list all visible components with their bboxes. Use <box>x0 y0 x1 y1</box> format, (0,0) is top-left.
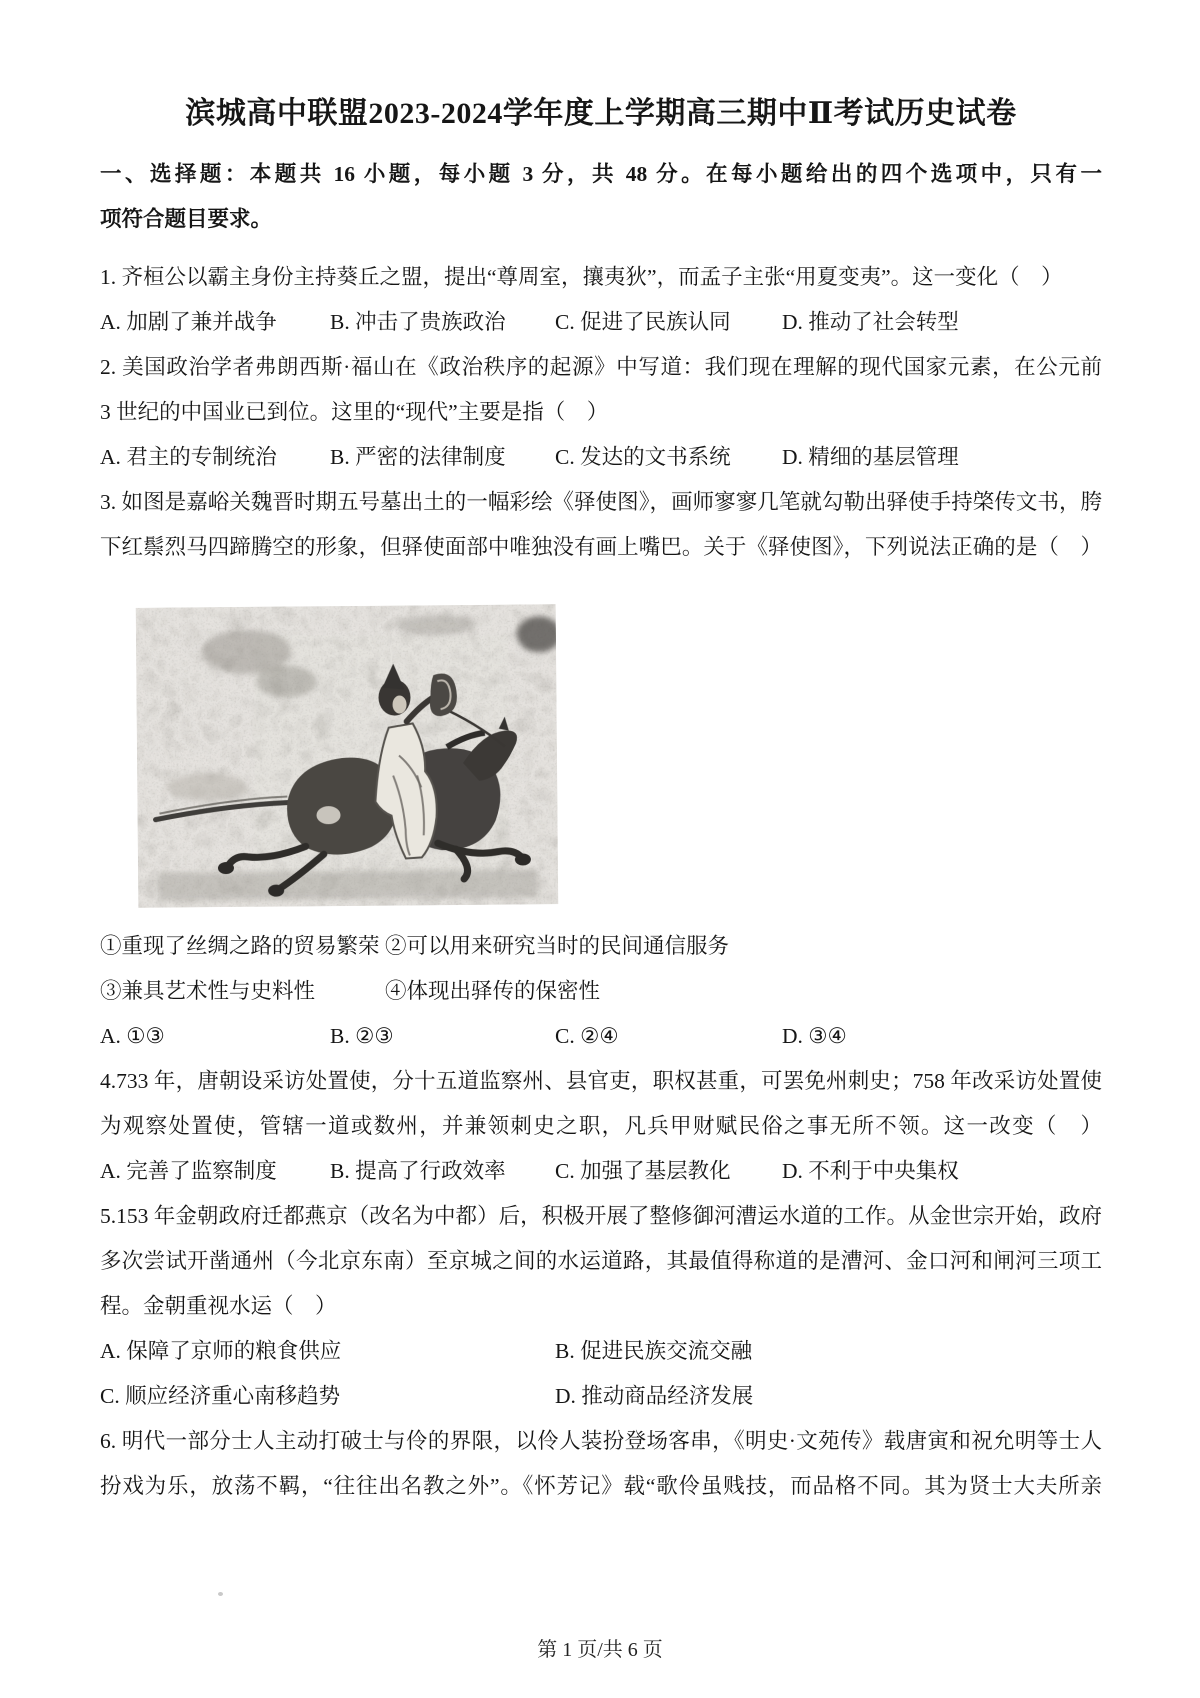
question-5-text-line1: 5.153 年金朝政府迁都燕京（改名为中都）后，积极开展了整修御河漕运水道的工作。从金世宗开始，政府 <box>100 1204 1102 1228</box>
q1-option-d: D. 推动了社会转型 <box>782 310 959 334</box>
question-1-options <box>100 300 1102 345</box>
q2-option-b: B. 严密的法律制度 <box>330 445 506 469</box>
question-2-text-line1: 2. 美国政治学者弗朗西斯·福山在《政治秩序的起源》中写道：我们现在理解的现代国家元素，在公元前 <box>100 355 1102 379</box>
q4-option-c: C. 加强了基层教化 <box>555 1159 731 1183</box>
question-5-text-line2: 多次尝试开凿通州（今北京东南）至京城之间的水运道路，其最值得称道的是漕河、金口河和闸河三项工 <box>100 1249 1102 1273</box>
question-6-text-line1: 6. 明代一部分士人主动打破士与伶的界限，以伶人装扮登场客串，《明史·文苑传》载唐寅和祝允明等士人 <box>100 1429 1102 1453</box>
question-1-text: 1. 齐桓公以霸主身份主持葵丘之盟，提出“尊周室，攘夷狄”，而孟子主张“用夏变夷”。这一变化（ ） <box>100 265 1063 289</box>
question-2-options <box>100 435 1102 480</box>
q5-option-a: A. 保障了京师的粮食供应 <box>100 1339 342 1363</box>
question-3-substatements-row2 <box>100 969 1102 1014</box>
q4-option-a: A. 完善了监察制度 <box>100 1159 277 1183</box>
q3-statement-1: ①重现了丝绸之路的贸易繁荣 <box>100 934 380 958</box>
question-5-text-line3: 程。金朝重视水运（ ） <box>100 1294 337 1318</box>
q3-option-a: A. ①③ <box>100 1024 165 1048</box>
page-number: 第 1 页/共 6 页 <box>537 1639 663 1661</box>
q3-statement-2: ②可以用来研究当时的民间通信服务 <box>385 934 730 958</box>
question-3-text-line1: 3. 如图是嘉峪关魏晋时期五号墓出土的一幅彩绘《驿使图》，画师寥寥几笔就勾勒出驿使手持棨传文书，胯 <box>100 490 1102 514</box>
question-5-options-row1 <box>100 1329 1102 1374</box>
q3-option-d: D. ③④ <box>782 1024 847 1048</box>
q5-option-d: D. 推动商品经济发展 <box>555 1384 754 1408</box>
question-4-text-line2: 为观察处置使，管辖一道或数州，并兼领刺史之职，凡兵甲财赋民俗之事无所不领。这一改变（ ） <box>100 1114 1102 1138</box>
q4-option-d: D. 不利于中央集权 <box>782 1159 959 1183</box>
page-title: 滨城高中联盟2023-2024学年度上学期高三期中Ⅱ考试历史试卷 <box>185 97 1017 130</box>
courier-painting-figure <box>136 604 559 908</box>
scan-artifact-dot <box>218 1592 223 1596</box>
q5-option-b: B. 促进民族交流交融 <box>555 1339 753 1363</box>
q2-option-c: C. 发达的文书系统 <box>555 445 731 469</box>
page-content <box>100 90 1102 1509</box>
question-6-text-line2: 扮戏为乐，放荡不羁，“往往出名教之外”。《怀芳记》载“歌伶虽贱技，而品格不同。其为贤士大夫所亲 <box>100 1474 1102 1498</box>
q2-option-d: D. 精细的基层管理 <box>782 445 959 469</box>
q4-option-b: B. 提高了行政效率 <box>330 1159 506 1183</box>
question-3-text-line2: 下红鬃烈马四蹄腾空的形象，但驿使面部中唯独没有画上嘴巴。关于《驿使图》，下列说法正确的是（ ） <box>100 535 1102 559</box>
q1-option-c: C. 促进了民族认同 <box>555 310 731 334</box>
q3-option-c: C. ②④ <box>555 1024 619 1048</box>
q3-statement-3: ③兼具艺术性与史料性 <box>100 979 316 1003</box>
question-5-options-row2 <box>100 1374 1102 1419</box>
question-3-substatements-row1 <box>100 924 1102 969</box>
q1-option-a: A. 加剧了兼并战争 <box>100 310 277 334</box>
section-instructions-line2: 项符合题目要求。 <box>100 207 273 231</box>
q5-option-c: C. 顺应经济重心南移趋势 <box>100 1384 341 1408</box>
q1-option-b: B. 冲击了贵族政治 <box>330 310 506 334</box>
q2-option-a: A. 君主的专制统治 <box>100 445 277 469</box>
question-3-options <box>100 1014 1102 1059</box>
courier-painting <box>136 604 559 908</box>
section-instructions-line1: 一、选择题：本题共 16 小题，每小题 3 分，共 48 分。在每小题给出的四个选项中，只有一 <box>100 162 1102 186</box>
q3-option-b: B. ②③ <box>330 1024 394 1048</box>
q3-statement-4: ④体现出驿传的保密性 <box>385 979 601 1003</box>
question-4-options <box>100 1149 1102 1194</box>
question-4-text-line1: 4.733 年，唐朝设采访处置使，分十五道监察州、县官吏，职权甚重，可罢免州刺史；758 年改采访处置使 <box>100 1069 1102 1093</box>
question-2-text-line2: 3 世纪的中国业已到位。这里的“现代”主要是指（ ） <box>100 400 609 424</box>
